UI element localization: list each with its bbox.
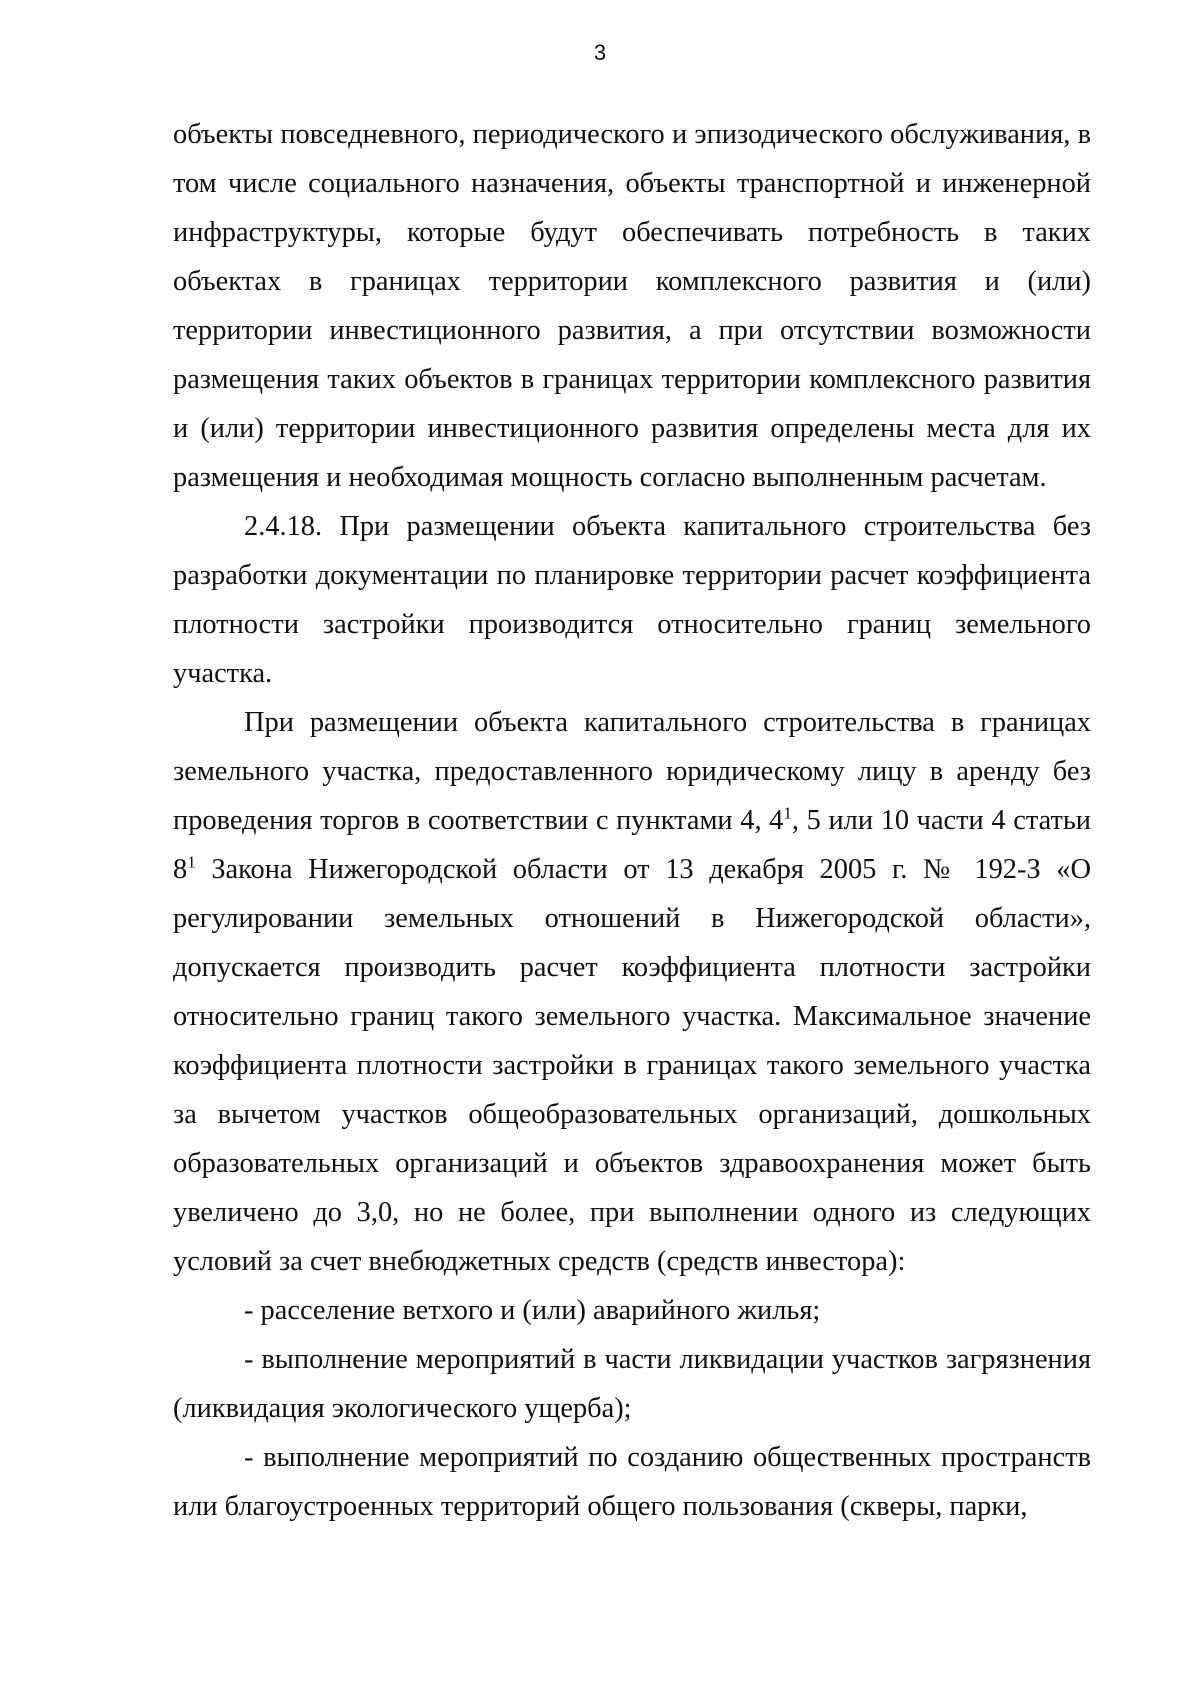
list-item-resettlement: - расселение ветхого и (или) аварийного жилья; bbox=[244, 1295, 821, 1326]
paragraph-density-coefficient bbox=[173, 698, 1091, 1286]
paragraph-2-4-18: 2.4.18. При размещении объекта капитального строительства без разработки документации по планировке территории расчет коэффициента плотности застройки производится относительно границ земельного участка. bbox=[173, 511, 1091, 689]
list-item-public-spaces: - выполнение мероприятий по созданию общественных пространств или благоустроенных территорий общего пользования (скверы, парки, bbox=[173, 1442, 1091, 1522]
paragraph-text-part-1: При размещении объекта капитального строительства в границах земельного участка, предоставленного юридическому лицу в аренду без проведения торгов в соответствии с пунктами 4, 4 bbox=[173, 707, 1091, 836]
paragraph-text-part-2: , 5 или 10 части 4 статьи 8 bbox=[173, 805, 1091, 885]
superscript-1: 1 bbox=[783, 803, 792, 823]
document-body bbox=[173, 110, 1091, 1531]
paragraph-text-part-3: Закона Нижегородской области от 13 декабря 2005 г. № 192-З «О регулировании земельных отношений в Нижегородской области», допускается производить расчет коэффициента плотности застройки относительно границ такого земельного участка. Максимальное значение коэффициента плотности застройки в границах такого земельного участка за вычетом участков общеобразовательных организаций, дошкольных образовательных организаций и объектов здравоохранения может быть увеличено до 3,0, но не более, при выполнении одного из следующих условий за счет внебюджетных средств (средств инвестора): bbox=[173, 854, 1091, 1277]
page-number: 3 bbox=[593, 40, 607, 65]
superscript-2: 1 bbox=[187, 852, 196, 872]
list-item-pollution-elimination: - выполнение мероприятий в части ликвидации участков загрязнения (ликвидация экологического ущерба); bbox=[173, 1344, 1091, 1424]
paragraph-services-objects: объекты повседневного, периодического и эпизодического обслуживания, в том числе социального назначения, объекты транспортной и инженерной инфраструктуры, которые будут обеспечивать потребность в таких объектах в границах территории комплексного развития и (или) территории инвестиционного развития, а при отсутствии возможности размещения таких объектов в границах территории комплексного развития и (или) территории инвестиционного развития определены места для их размещения и необходимая мощность согласно выполненным расчетам. bbox=[173, 119, 1091, 493]
